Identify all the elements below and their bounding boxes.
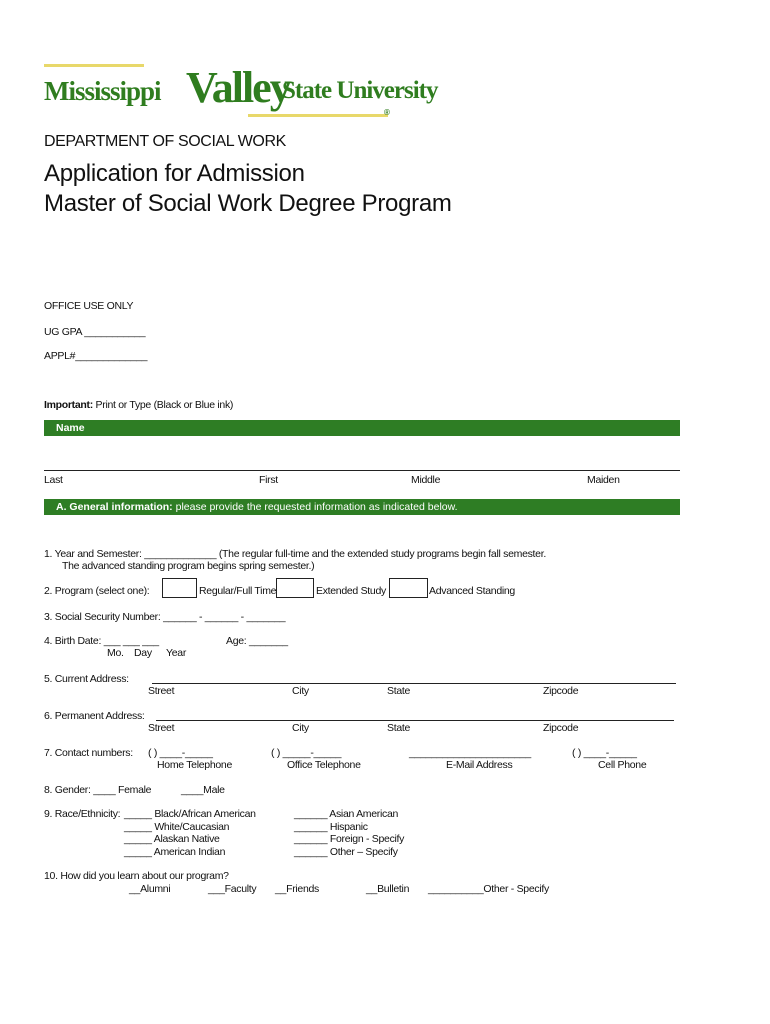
important-text: Print or Type (Black or Blue ink) [92,399,234,411]
q8-gender-male[interactable]: ____Male [181,784,225,796]
current-address-line[interactable] [152,683,676,684]
label-home-telephone: Home Telephone [157,759,232,771]
label-mo: Mo. [107,647,124,659]
race-option-other[interactable]: ______ Other – Specify [294,846,398,858]
label-maiden: Maiden [587,474,620,486]
email-field[interactable]: ______________________ [409,747,531,759]
q4-birth-date[interactable]: 4. Birth Date: ___ ___ ___ [44,635,159,647]
label-last: Last [44,474,63,486]
race-option-asian[interactable]: ______ Asian American [294,808,399,820]
label-day: Day [134,647,152,659]
logo-mississippi: Mississippi [44,76,161,106]
label-email-address: E-Mail Address [446,759,513,771]
q5-street: Street [148,685,175,697]
office-phone-field[interactable]: ( ) _____-_____ [271,747,342,759]
label-office-telephone: Office Telephone [287,759,361,771]
q1-year-semester[interactable]: 1. Year and Semester: _____________ (The regular full-time and the extended study programs begin fall semester. [44,548,546,560]
name-section-label: Name [56,422,85,434]
general-info-text: please provide the requested information as indicated below. [172,501,458,513]
q10-label: 10. How did you learn about our program? [44,870,229,882]
general-info-label: A. General information: [56,501,173,513]
race-option-black[interactable]: _____ Black/African American [124,808,256,820]
logo-state-university: State University [282,77,438,104]
important-note [44,399,233,411]
title-line-1: Application for Admission [44,160,305,187]
general-info-bar [44,499,680,515]
permanent-address-line[interactable] [156,720,674,721]
source-option-alumni[interactable]: __Alumni [129,883,171,895]
source-option-other[interactable]: __________Other - Specify [428,883,549,895]
cell-phone-field[interactable]: ( ) ____-_____ [572,747,637,759]
q9-label: 9. Race/Ethnicity: [44,808,121,820]
label-first: First [259,474,278,486]
important-label: Important: [44,399,93,411]
q3-ssn[interactable]: 3. Social Security Number: ______ - ______ - _______ [44,611,286,623]
race-option-foreign[interactable]: ______ Foreign - Specify [294,833,405,845]
checkbox-extended[interactable] [276,578,314,598]
label-cell-phone: Cell Phone [598,759,647,771]
q2-label: 2. Program (select one): [44,585,150,597]
race-option-hispanic[interactable]: ______ Hispanic [294,821,368,833]
q6-street: Street [148,722,175,734]
q2-option-regular: Regular/Full Time [199,585,277,597]
source-option-friends[interactable]: __Friends [275,883,319,895]
name-input-line[interactable] [44,470,680,471]
university-logo [44,63,438,124]
q5-label: 5. Current Address: [44,673,129,685]
q2-option-advanced: Advanced Standing [429,585,515,597]
title-line-2: Master of Social Work Degree Program [44,190,452,217]
q6-label: 6. Permanent Address: [44,710,145,722]
name-section-bar [44,420,680,436]
source-option-bulletin[interactable]: __Bulletin [366,883,410,895]
checkbox-regular[interactable] [162,578,197,598]
checkbox-advanced[interactable] [389,578,428,598]
label-year: Year [166,647,187,659]
logo-valley: Valley [186,63,290,112]
office-ug-gpa: UG GPA ___________ [44,326,146,338]
q1-note: The advanced standing program begins spring semester.) [62,560,315,572]
q5-zip: Zipcode [543,685,579,697]
q6-zip: Zipcode [543,722,579,734]
logo-accent-top [44,64,144,67]
logo-accent-bottom [248,114,388,117]
q7-label: 7. Contact numbers: [44,747,133,759]
q2-option-extended: Extended Study [316,585,386,597]
race-option-alaskan[interactable]: _____ Alaskan Native [124,833,220,845]
race-option-white[interactable]: _____ White/Caucasian [124,821,230,833]
q6-state: State [387,722,411,734]
home-phone-field[interactable]: ( ) ____-_____ [148,747,213,759]
race-option-american-indian[interactable]: _____ American Indian [124,846,226,858]
registered-mark: ® [384,108,390,117]
q6-city: City [292,722,309,734]
label-middle: Middle [411,474,441,486]
department-heading: DEPARTMENT OF SOCIAL WORK [44,133,286,150]
source-option-faculty[interactable]: ___Faculty [208,883,257,895]
q5-city: City [292,685,309,697]
q4-age[interactable]: Age: _______ [226,635,288,647]
q8-gender-female[interactable]: 8. Gender: ____ Female [44,784,152,796]
office-use-heading: OFFICE USE ONLY [44,300,134,312]
q5-state: State [387,685,411,697]
office-appl: APPL#_____________ [44,350,148,362]
